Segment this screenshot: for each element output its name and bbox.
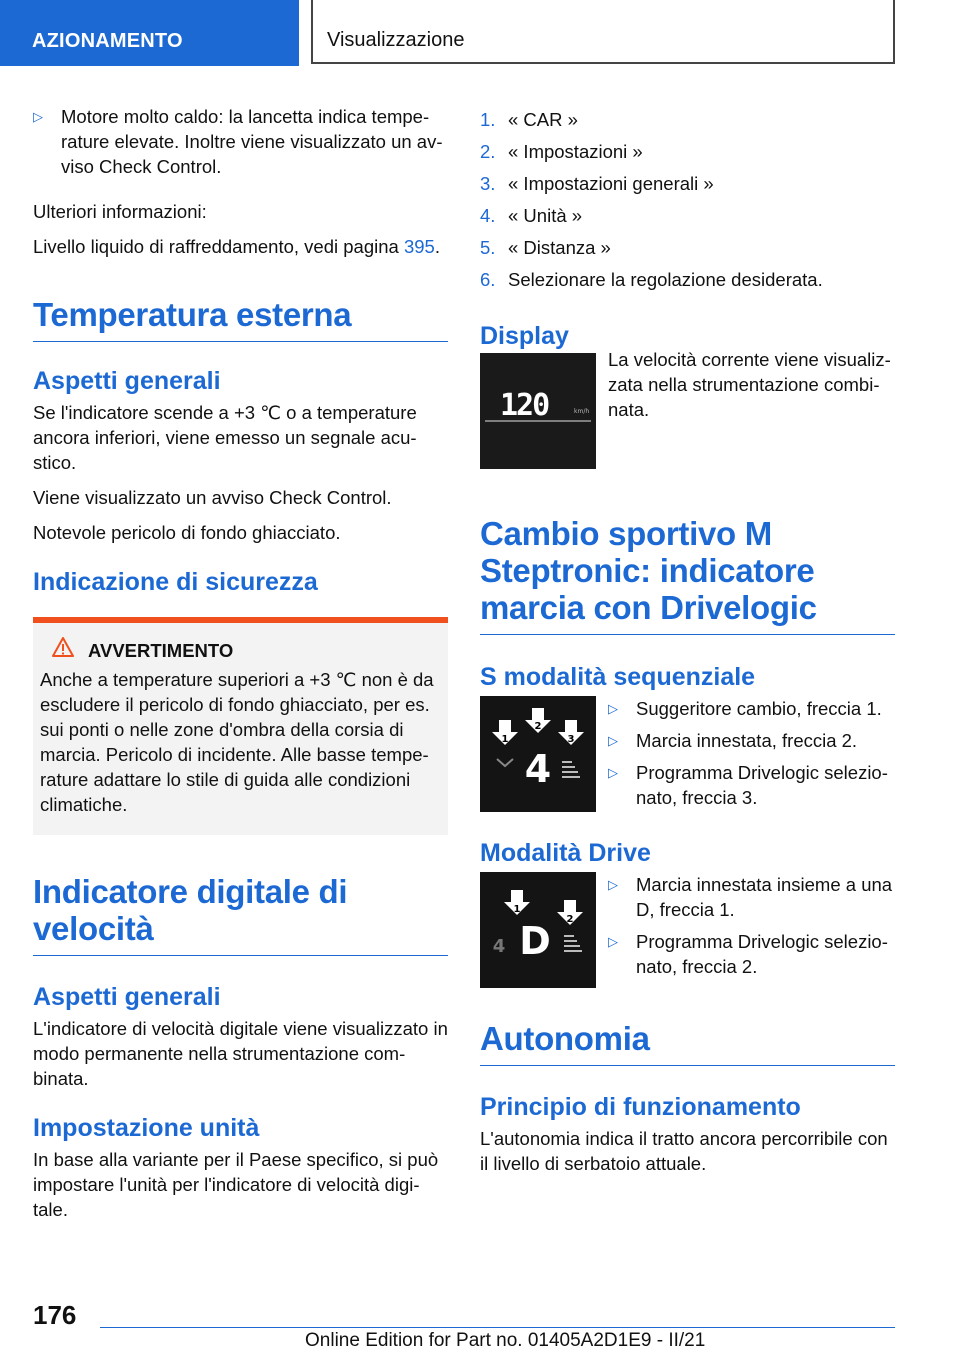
triangle-right-icon: ▷ [33,109,43,124]
list-item-text: Motore molto caldo: la lancetta indica temperature elevate. Inoltre viene visualizzato un avviso Check Control. [61,106,443,177]
step-item [480,232,895,264]
subheading-unit-setting: Impostazione unità [33,1114,260,1142]
speed-unit: km/h [574,408,590,415]
warning-triangle-icon [52,637,74,663]
step-text: « CAR » [508,109,578,130]
step-number: 2. [480,141,496,162]
sequential-gear-image [480,696,596,812]
section-heading-block [480,515,895,635]
drive-list [608,872,895,988]
step-number: 5. [480,237,496,258]
section-heading-digital-speed: Indicatore digitale di velocità [33,873,348,947]
warning-title: AVVERTIMENTO [88,639,234,661]
page-link-395[interactable]: 395 [403,236,435,257]
sequential-list [608,696,895,812]
display-row [480,349,895,469]
warning-header [40,637,440,663]
step-number: 1. [480,109,496,130]
further-info-label: Ulteriori informazioni: [33,201,207,222]
arrow-label-1: 1 [501,734,509,745]
step-item [480,104,895,136]
warning-text: Anche a temperature superiori a +3 ℃ non è da escludere il pericolo di fondo ghiacciato, per es. sui ponti o nelle zone d'ombra della corsia di marcia. Pericolo di incidente. Alle basse temperature adattare lo stile di guida alle condizioni climatiche. [40,669,434,815]
header-section-label: AZIONAMENTO [32,30,183,52]
list-item-text: Marcia innestata insieme a una D, freccia 1. [636,874,893,920]
arrow-label-1: 1 [513,904,521,915]
paragraph: Viene visualizzato un avviso Check Control. [33,487,392,508]
coolant-text: Livello liquido di raffreddamento, vedi pagina [33,236,404,257]
subheading-drive: Modalità Drive [480,839,651,867]
numbered-steps [480,104,895,296]
paragraph: Notevole pericolo di fondo ghiacciato. [33,522,341,543]
step-item [480,264,895,296]
subheading-safety: Indicazione di sicurezza [33,568,318,596]
drive-big-gear: D [519,919,551,963]
subheading-general: Aspetti generali [33,367,221,395]
warning-box [33,617,448,835]
triangle-right-icon: ▷ [608,701,618,716]
list-item [608,929,895,979]
header-topic-tab [311,0,895,64]
step-text: « Unità » [508,205,583,226]
right-column [480,104,895,1176]
step-text: « Impostazioni generali » [508,173,714,194]
speed-display-image [480,353,596,469]
arrow-label-3: 3 [567,734,575,745]
arrow-label-2: 2 [534,721,542,732]
list-item [608,760,895,810]
subheading-sequential: S modalità sequenziale [480,663,756,691]
footer-edition: Online Edition for Part no. 01405A2D1E9 - II/21 [305,1330,706,1351]
step-text: « Distanza » [508,237,611,258]
paragraph: L'indicatore di velocità digitale viene visualizzato in modo permanente nella strumentazione combinata. [33,1018,448,1089]
header-topic-label: Visualizzazione [327,29,465,51]
drive-small-gear: 4 [492,936,506,957]
step-text: Selezionare la regolazione desiderata. [508,269,823,290]
coolant-reference: Livello liquido di raffreddamento, vedi pagina 395. [33,236,440,257]
section-heading-block [33,296,448,342]
subheading-display: Display [480,322,569,350]
step-number: 4. [480,205,496,226]
drive-row [480,872,895,988]
list-item [33,104,448,179]
sequential-gear-number: 4 [524,747,552,791]
section-heading-block [480,1020,895,1066]
triangle-right-icon: ▷ [608,877,618,892]
list-item [608,872,895,922]
arrow-label-2: 2 [566,914,574,925]
triangle-right-icon: ▷ [608,765,618,780]
list-item-text: Programma Drivelogic selezionato, freccia 3. [636,762,888,808]
step-number: 6. [480,269,496,290]
paragraph: Se l'indicatore scende a +3 ℃ o a temperature ancora inferiori, viene emesso un segnale acustico. [33,402,417,473]
section-heading-range: Autonomia [480,1020,650,1057]
triangle-right-icon: ▷ [608,733,618,748]
section-heading-gear-indicator: Cambio sportivo M Steptronic: indicatore marcia con Drivelogic [480,515,817,626]
step-number: 3. [480,173,496,194]
subheading-general: Aspetti generali [33,983,221,1011]
step-item [480,168,895,200]
triangle-right-icon: ▷ [608,934,618,949]
step-item [480,200,895,232]
section-heading-block [33,873,448,956]
sequential-row [480,696,895,812]
speed-value: 120 [500,388,549,423]
list-item [608,728,895,753]
page-number: 176 [33,1300,77,1330]
drive-gear-image [480,872,596,988]
left-column [33,104,448,1222]
footer-divider [100,1327,895,1328]
list-item-text: Suggeritore cambio, freccia 1. [636,698,882,719]
list-item [608,696,895,721]
header-section-tab [0,0,299,66]
paragraph: L'autonomia indica il tratto ancora percorribile con il livello di serbatoio attuale. [480,1128,888,1174]
step-item [480,136,895,168]
section-heading-external-temperature: Temperatura esterna [33,296,352,333]
display-text: La velocità corrente viene visualizzata nella strumentazione combinata. [608,349,891,420]
step-text: « Impostazioni » [508,141,643,162]
paragraph: In base alla variante per il Paese specifico, si può impostare l'unità per l'indicatore di velocità digitale. [33,1149,439,1220]
subheading-principle: Principio di funzionamento [480,1093,801,1121]
list-item-text: Marcia innestata, freccia 2. [636,730,858,751]
list-item-text: Programma Drivelogic selezionato, freccia 2. [636,931,888,977]
